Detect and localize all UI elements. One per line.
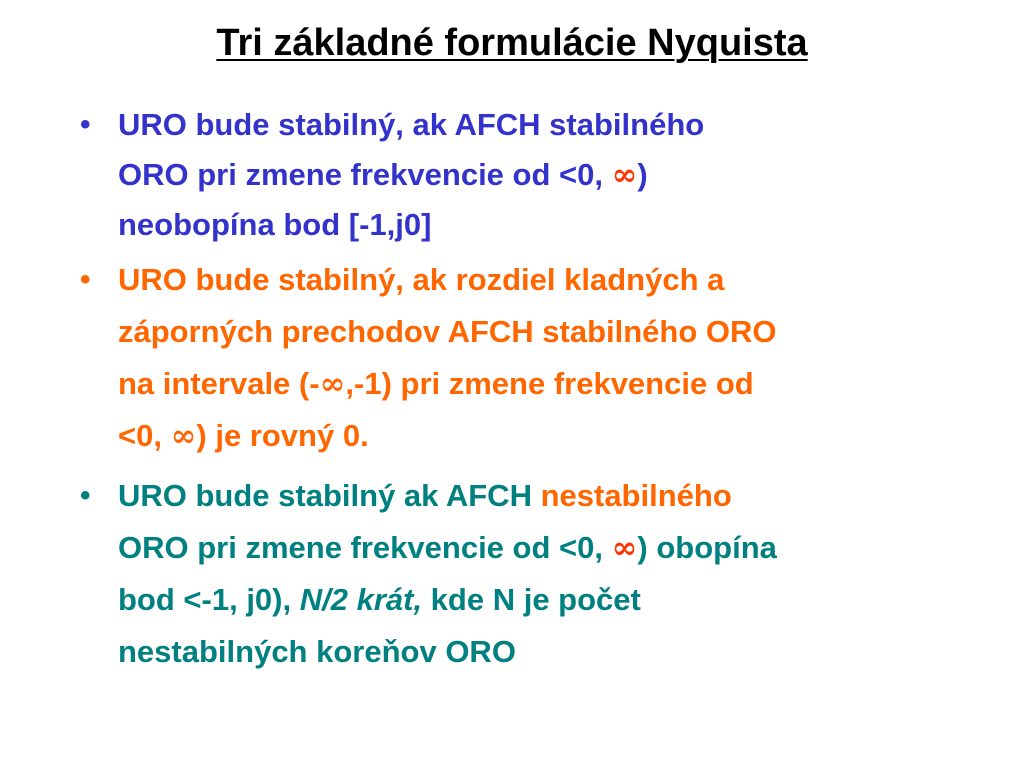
bullet3-line4: nestabilných koreňov ORO	[118, 634, 516, 669]
bullet2-line4b: ) je rovný 0.	[196, 418, 369, 453]
infinity-symbol: ∞	[611, 157, 638, 193]
bullet3-line3c: počet	[558, 582, 641, 617]
bullet1-line2b: )	[637, 157, 648, 192]
bullet-list	[80, 100, 980, 678]
infinity-symbol: ∞	[319, 366, 346, 402]
slide-title: Tri základné formulácie Nyquista	[216, 22, 808, 64]
bullet2-line2: záporných prechodov AFCH stabilného ORO	[118, 314, 777, 349]
bullet3-italic-count: N/2 krát,	[299, 582, 423, 617]
bullet-item-orange	[80, 254, 980, 462]
bullet3-line2b: ) obopína	[637, 530, 777, 565]
bullet3-line3a: bod <-1, j0),	[118, 582, 300, 617]
bullet-item-blue	[80, 100, 980, 250]
bullet3-highlight-unstable: nestabilného	[540, 478, 732, 513]
bullet2-line3b: ,-1) pri zmene frekvencie od	[345, 366, 754, 401]
bullet1-line1: URO bude stabilný, ak AFCH stabilného	[118, 107, 705, 142]
bullet2-line4a: <0,	[118, 418, 171, 453]
bullet2-line3a: na intervale (-	[118, 366, 320, 401]
bullet1-line2a: ORO pri zmene frekvencie od <0,	[118, 157, 612, 192]
bullet1-line3: neobopína bod [-1,j0]	[118, 207, 432, 242]
bullet3-line2a: ORO pri zmene frekvencie od <0,	[118, 530, 612, 565]
bullet2-line1: URO bude stabilný, ak rozdiel kladných a	[118, 262, 725, 297]
bullet3-line1a: URO bude stabilný ak AFCH	[118, 478, 541, 513]
bullet-dot-icon: •	[80, 479, 91, 512]
infinity-symbol: ∞	[170, 418, 197, 454]
bullet-dot-icon: •	[80, 263, 91, 296]
bullet-item-teal	[80, 470, 980, 678]
bullet3-line3b: kde N je	[422, 582, 559, 617]
infinity-symbol: ∞	[611, 530, 638, 566]
bullet-dot-icon: •	[80, 108, 91, 141]
